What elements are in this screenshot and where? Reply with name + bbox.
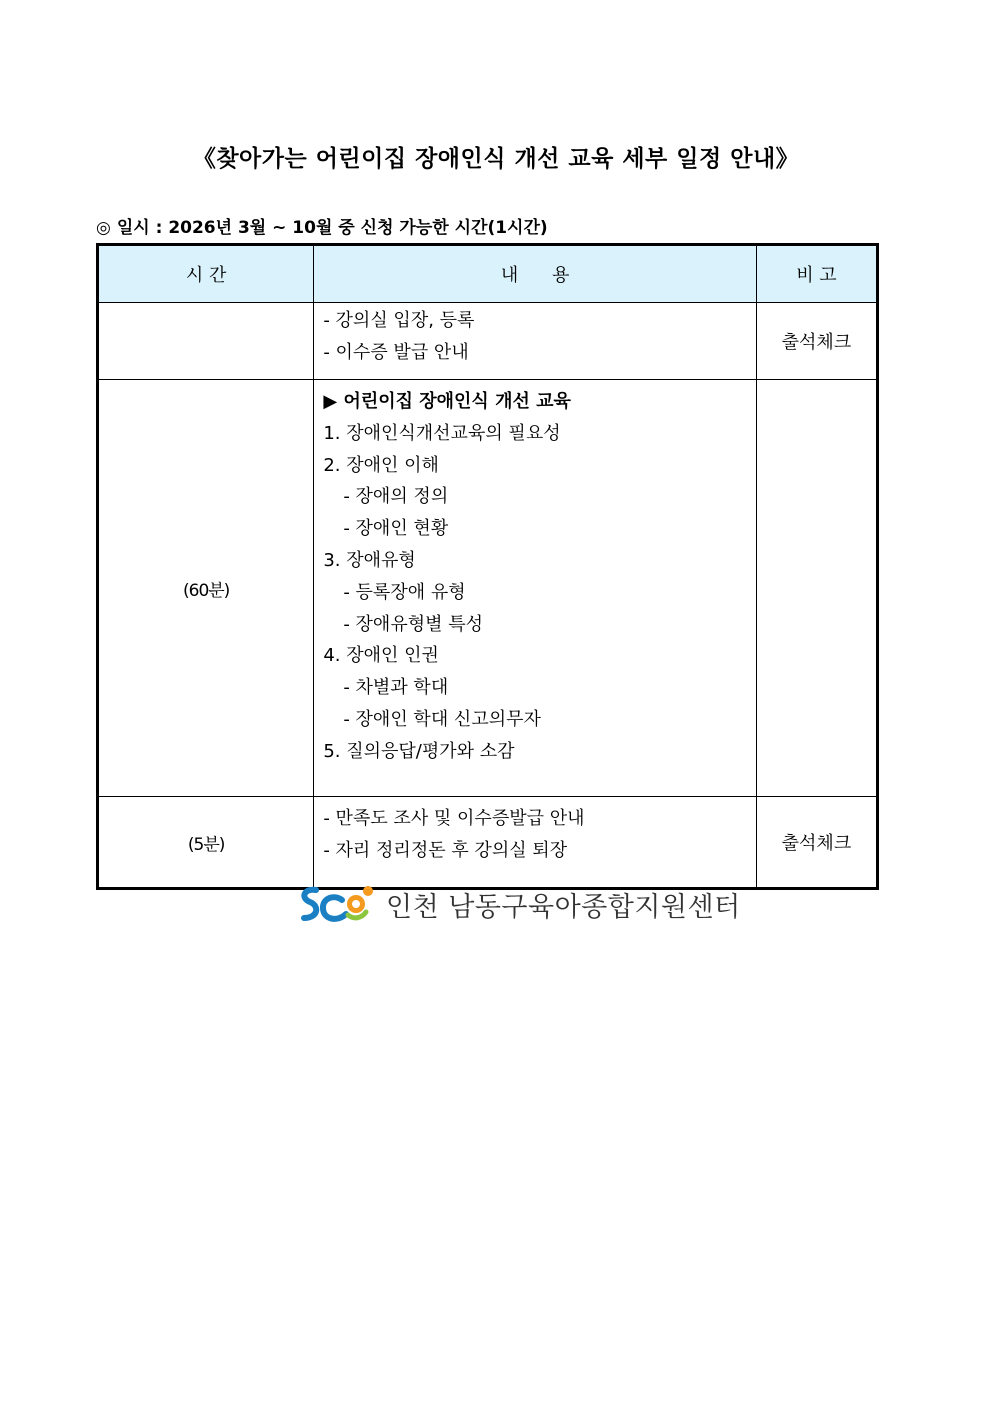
content-line: - 자리 정리정돈 후 강의실 퇴장 [323,839,568,861]
content-cell [314,303,757,380]
note-cell: 출석체크 [756,303,877,380]
time-cell [98,380,314,797]
time-cell [98,303,314,380]
content-line: - 등록장애 유형 [343,581,466,603]
content-line: 2. 장애인 이해 [323,454,439,476]
header-time: 시 간 [98,245,314,303]
table-row [98,380,878,797]
content-line: - 이수증 발급 안내 [323,341,469,363]
header-content: 내 용 [314,245,757,303]
double-circle-icon: ◎ [96,218,111,238]
note-cell [756,380,877,797]
time-cell [98,797,314,889]
center-logo [298,881,741,927]
content-heading: ▶ 어린이집 장애인식 개선 교육 [323,391,571,412]
table-row [98,797,878,889]
time-text: (60분) [183,580,230,601]
org-name: 인천 남동구육아종합지원센터 [386,891,741,923]
date-text: 일시 : 2026년 3월 ~ 10월 중 신청 가능한 시간(1시간) [116,218,548,238]
content-line: - 장애의 정의 [343,486,449,508]
document-title: 《찾아가는 어린이집 장애인식 개선 교육 세부 일정 안내》 [192,146,800,172]
content-line: - 장애유형별 특성 [343,613,483,635]
content-line: - 장애인 학대 신고의무자 [343,708,541,730]
table-row [98,303,878,380]
content-line: 3. 장애유형 [323,549,416,571]
content-line: 4. 장애인 인권 [323,645,439,667]
content-line: 5. 질의응답/평가와 소감 [323,740,515,762]
content-line: - 장애인 현황 [343,518,449,540]
table-header-row [98,245,878,303]
content-line: - 만족도 조사 및 이수증발급 안내 [323,808,585,829]
time-text: (5분) [187,834,225,855]
content-line: - 강의실 입장, 등록 [323,310,475,331]
note-cell: 출석체크 [756,797,877,889]
content-cell [314,380,757,797]
header-note: 비 고 [756,245,877,303]
content-line: - 차별과 학대 [343,677,449,699]
content-cell [314,797,757,889]
date-line [96,213,554,238]
schedule-table [96,243,879,890]
center-logo-icon [298,882,374,926]
content-line: 1. 장애인식개선교육의 필요성 [323,422,561,444]
table-body [98,303,878,889]
